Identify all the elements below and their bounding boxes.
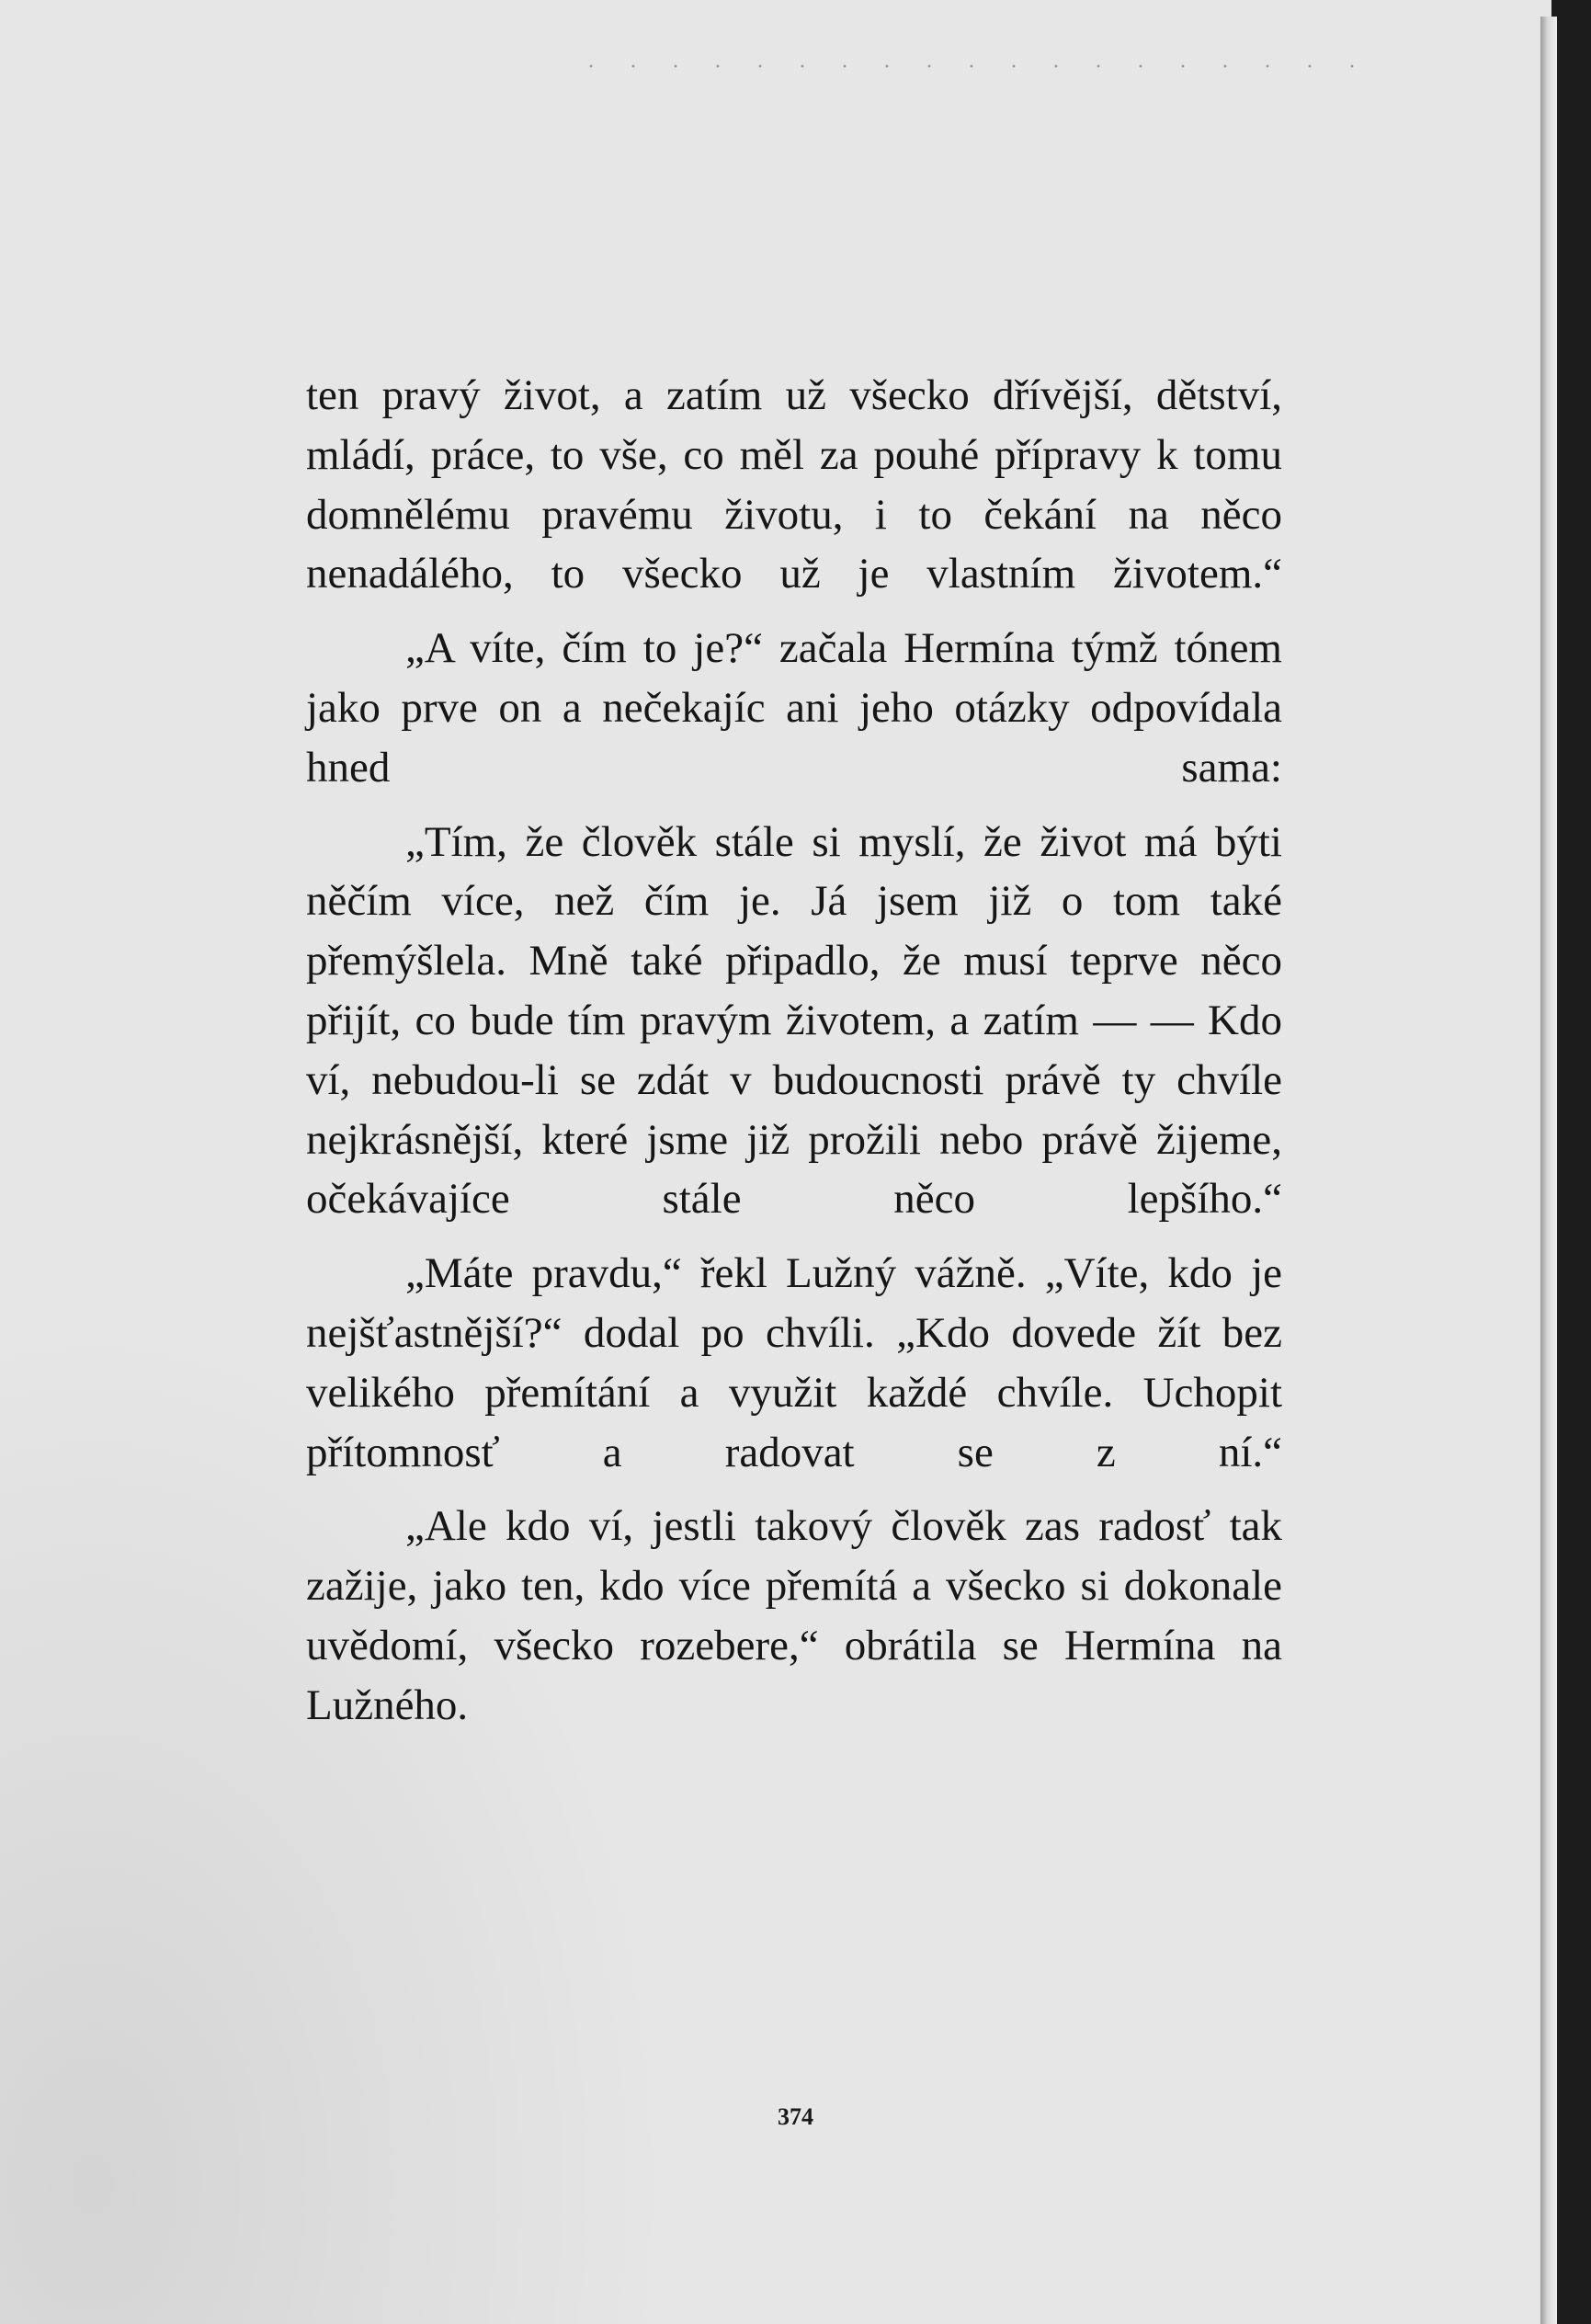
paragraph-hermina-answer: „Tím, že člověk stále si myslí, že život má býti něčím více, než čím je. Já jsem již o tom také přemýšlela. Mně také připadlo, že musí teprve něco přijít, co bude tím pravým životem, a zatím — — Kdo ví, nebudou-li se zdát v budoucnosti právě ty chvíle nejkrásnější, které jsme již prožili nebo právě žijeme, očekávajíce stále něco lepšího.“ <box>306 817 1282 1224</box>
paragraph-continued: ten pravý život, a zatím už všecko dřívější, dětství, mládí, práce, to vše, co měl za pouhé přípravy k tomu domnělému pravému životu, i to čekání na něco nenadálého, to všecko už je vlastním životem.“ <box>306 371 1282 598</box>
body-text <box>306 366 1282 1736</box>
paragraph-hermina-rebuttal: „Ale kdo ví, jestli takový člověk zas radosť tak zažije, jako ten, kdo více přemítá a všecko si dokonale uvědomí, všecko rozebere,“ obrátila se Hermína na Lužného. <box>306 1502 1282 1729</box>
paragraph-luzny-reply: „Máte pravdu,“ řekl Lužný vážně. „Víte, kdo je nejšťastnější?“ dodal po chvíli. „Kdo dovede žít bez velikého přemítání a využit každé chvíle. Uchopit přítomnosť a radovat se z ní.“ <box>306 1249 1282 1476</box>
page-edge-strip <box>1540 17 1557 2324</box>
scan-dust-marks <box>570 57 1379 75</box>
paragraph-hermina-question: „A víte, čím to je?“ začala Hermína týmž tónem jako prve on a nečekajíc ani jeho otázky odpovídala hned sama: <box>306 624 1282 792</box>
page-number: 374 <box>778 2103 813 2130</box>
